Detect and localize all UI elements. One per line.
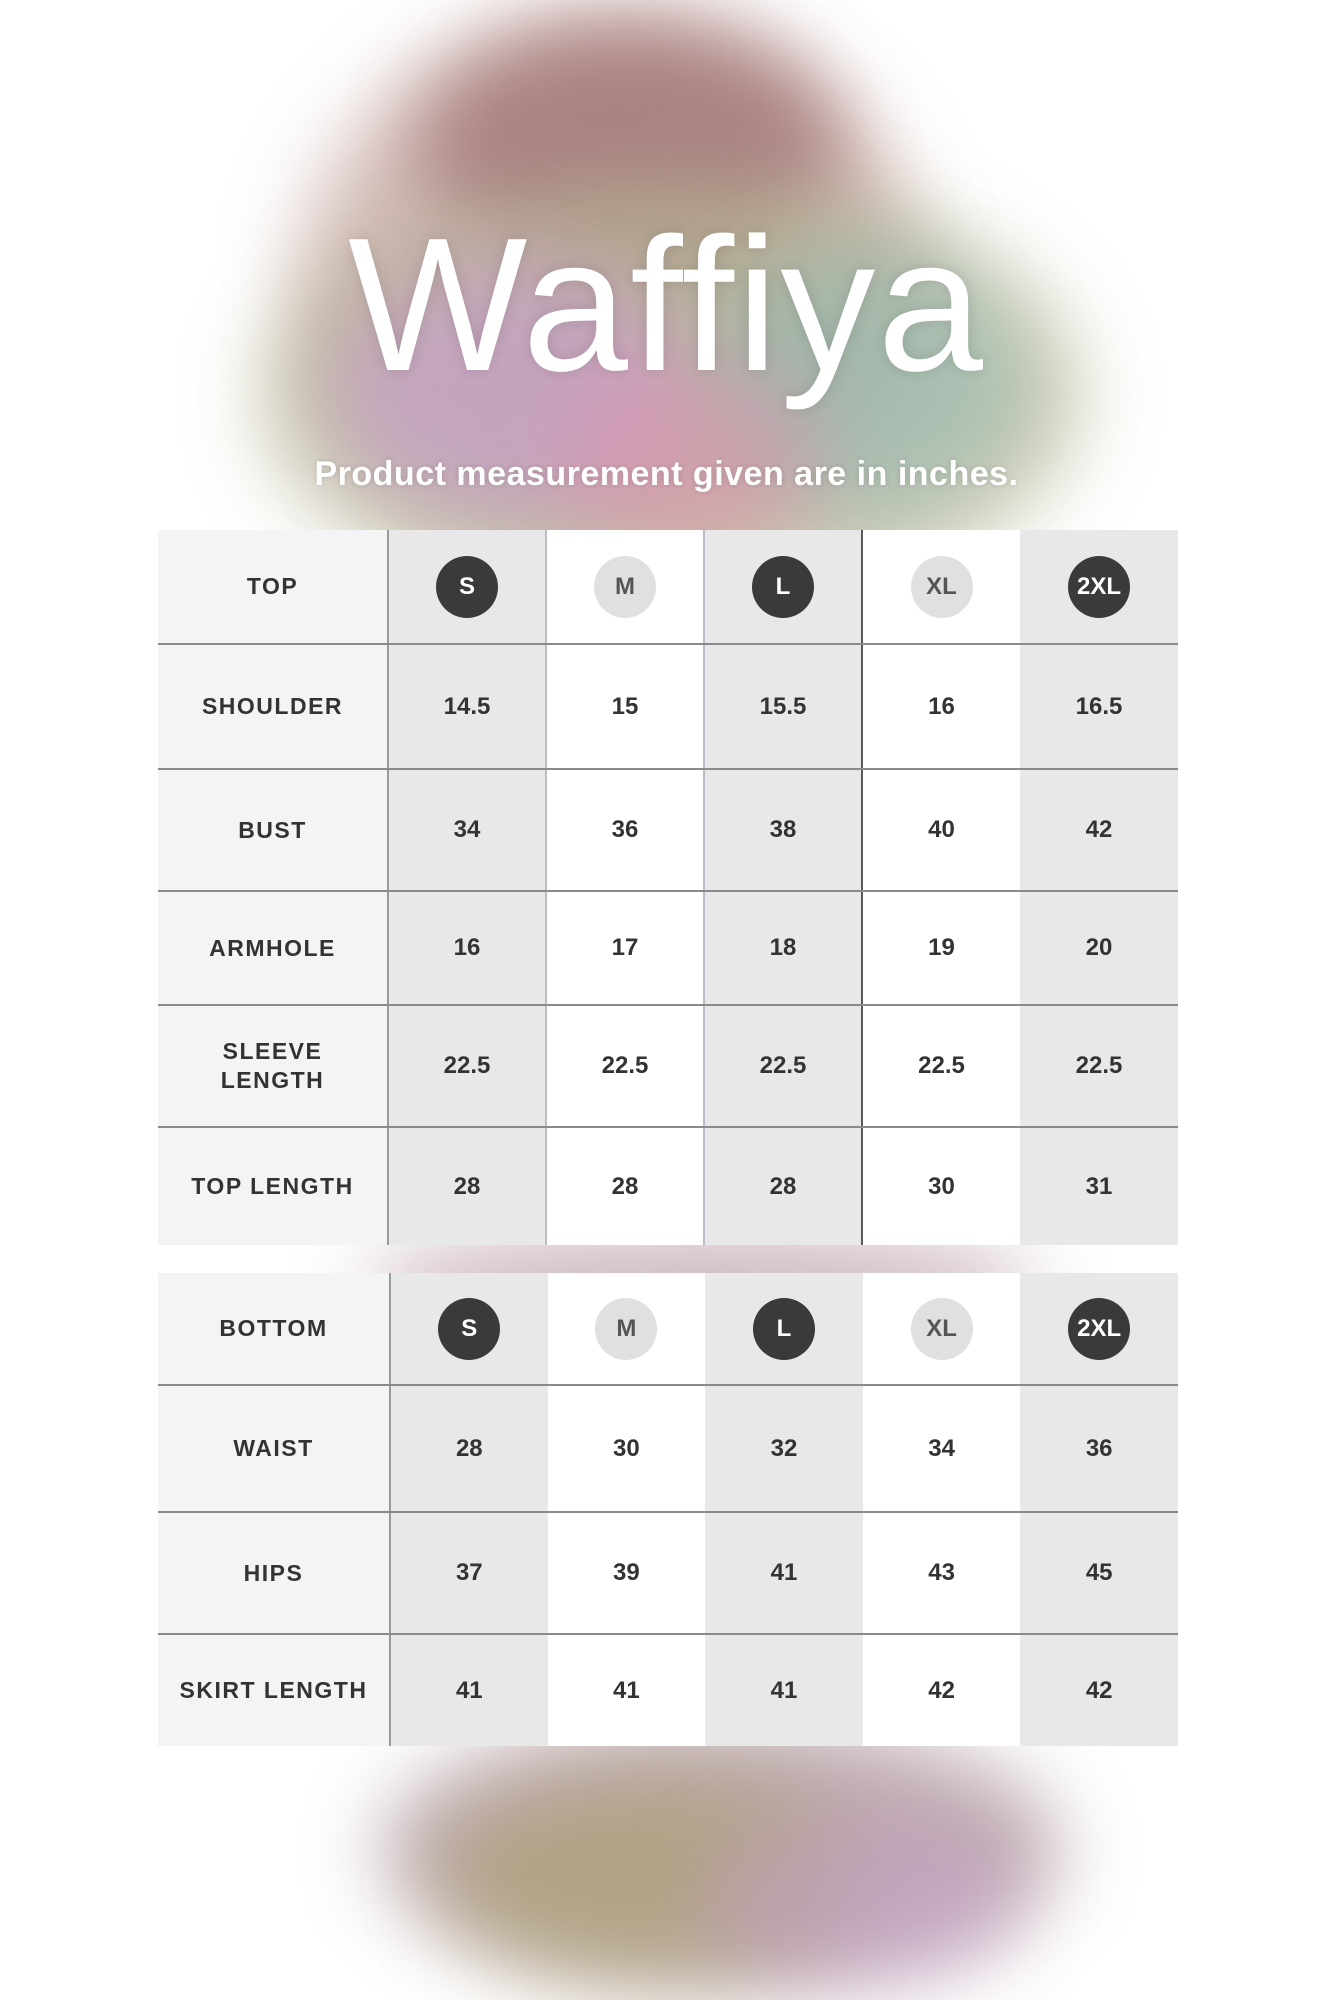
row-label: SKIRT LENGTH: [158, 1634, 390, 1746]
table-cell: 32: [705, 1385, 863, 1512]
table-cell: 22.5: [862, 1005, 1020, 1127]
table-row-bust: [158, 769, 1178, 891]
table-cell: 20: [1020, 891, 1178, 1005]
size-badge-l: L: [753, 1298, 815, 1360]
table-cell: 28: [704, 1127, 862, 1245]
product-title: Waffiya: [348, 199, 985, 411]
table-cell: 18: [704, 891, 862, 1005]
size-badge-l: L: [752, 556, 814, 618]
table-cell: 45: [1020, 1512, 1178, 1634]
table-cell: 28: [546, 1127, 704, 1245]
top-size-table: [158, 530, 1178, 1245]
table-cell: 40: [862, 769, 1020, 891]
size-badge-m: M: [595, 1298, 657, 1360]
table-cell: 22.5: [1020, 1005, 1178, 1127]
size-badge-s: S: [436, 556, 498, 618]
table-cell: 30: [862, 1127, 1020, 1245]
row-label: SLEEVE LENGTH: [158, 1005, 388, 1127]
size-badge-xl: XL: [911, 556, 973, 618]
table-cell: 43: [863, 1512, 1021, 1634]
measurement-note: Product measurement given are in inches.: [314, 455, 1019, 493]
table-cell: 41: [390, 1634, 548, 1746]
table-cell: 22.5: [388, 1005, 546, 1127]
size-badge-xl: XL: [911, 1298, 973, 1360]
table-cell: 38: [704, 769, 862, 891]
table-cell: 34: [863, 1385, 1021, 1512]
table-cell: 16: [862, 644, 1020, 769]
bottom-header-label: BOTTOM: [158, 1273, 390, 1385]
row-label: WAIST: [158, 1385, 390, 1512]
top-header-row: [158, 530, 1178, 644]
row-label: SHOULDER: [158, 644, 388, 769]
table-row-waist: [158, 1385, 1178, 1512]
table-row-top-length: [158, 1127, 1178, 1245]
table-cell: 42: [863, 1634, 1021, 1746]
table-cell: 22.5: [546, 1005, 704, 1127]
table-row-sleeve-length: [158, 1005, 1178, 1127]
top-header-label: TOP: [158, 530, 388, 644]
table-cell: 15.5: [704, 644, 862, 769]
table-cell: 28: [390, 1385, 548, 1512]
table-row-armhole: [158, 891, 1178, 1005]
row-label: ARMHOLE: [158, 891, 388, 1005]
size-badge-m: M: [594, 556, 656, 618]
table-row-skirt-length: [158, 1634, 1178, 1746]
table-cell: 17: [546, 891, 704, 1005]
table-cell: 28: [388, 1127, 546, 1245]
table-row-hips: [158, 1512, 1178, 1634]
table-cell: 39: [548, 1512, 706, 1634]
bottom-header-row: [158, 1273, 1178, 1385]
row-label: HIPS: [158, 1512, 390, 1634]
table-cell: 30: [548, 1385, 706, 1512]
bottom-size-table: [158, 1273, 1178, 1746]
table-cell: 42: [1020, 769, 1178, 891]
table-cell: 14.5: [388, 644, 546, 769]
size-badge-2xl: 2XL: [1068, 1298, 1130, 1360]
table-cell: 37: [390, 1512, 548, 1634]
table-cell: 36: [1020, 1385, 1178, 1512]
table-cell: 31: [1020, 1127, 1178, 1245]
table-cell: 16: [388, 891, 546, 1005]
table-row-shoulder: [158, 644, 1178, 769]
table-cell: 41: [705, 1634, 863, 1746]
table-cell: 34: [388, 769, 546, 891]
table-cell: 36: [546, 769, 704, 891]
table-cell: 42: [1020, 1634, 1178, 1746]
size-badge-2xl: 2XL: [1068, 556, 1130, 618]
table-cell: 41: [705, 1512, 863, 1634]
size-badge-s: S: [438, 1298, 500, 1360]
table-cell: 19: [862, 891, 1020, 1005]
table-cell: 22.5: [704, 1005, 862, 1127]
row-label: TOP LENGTH: [158, 1127, 388, 1245]
table-cell: 16.5: [1020, 644, 1178, 769]
table-cell: 41: [548, 1634, 706, 1746]
row-label: BUST: [158, 769, 388, 891]
table-cell: 15: [546, 644, 704, 769]
